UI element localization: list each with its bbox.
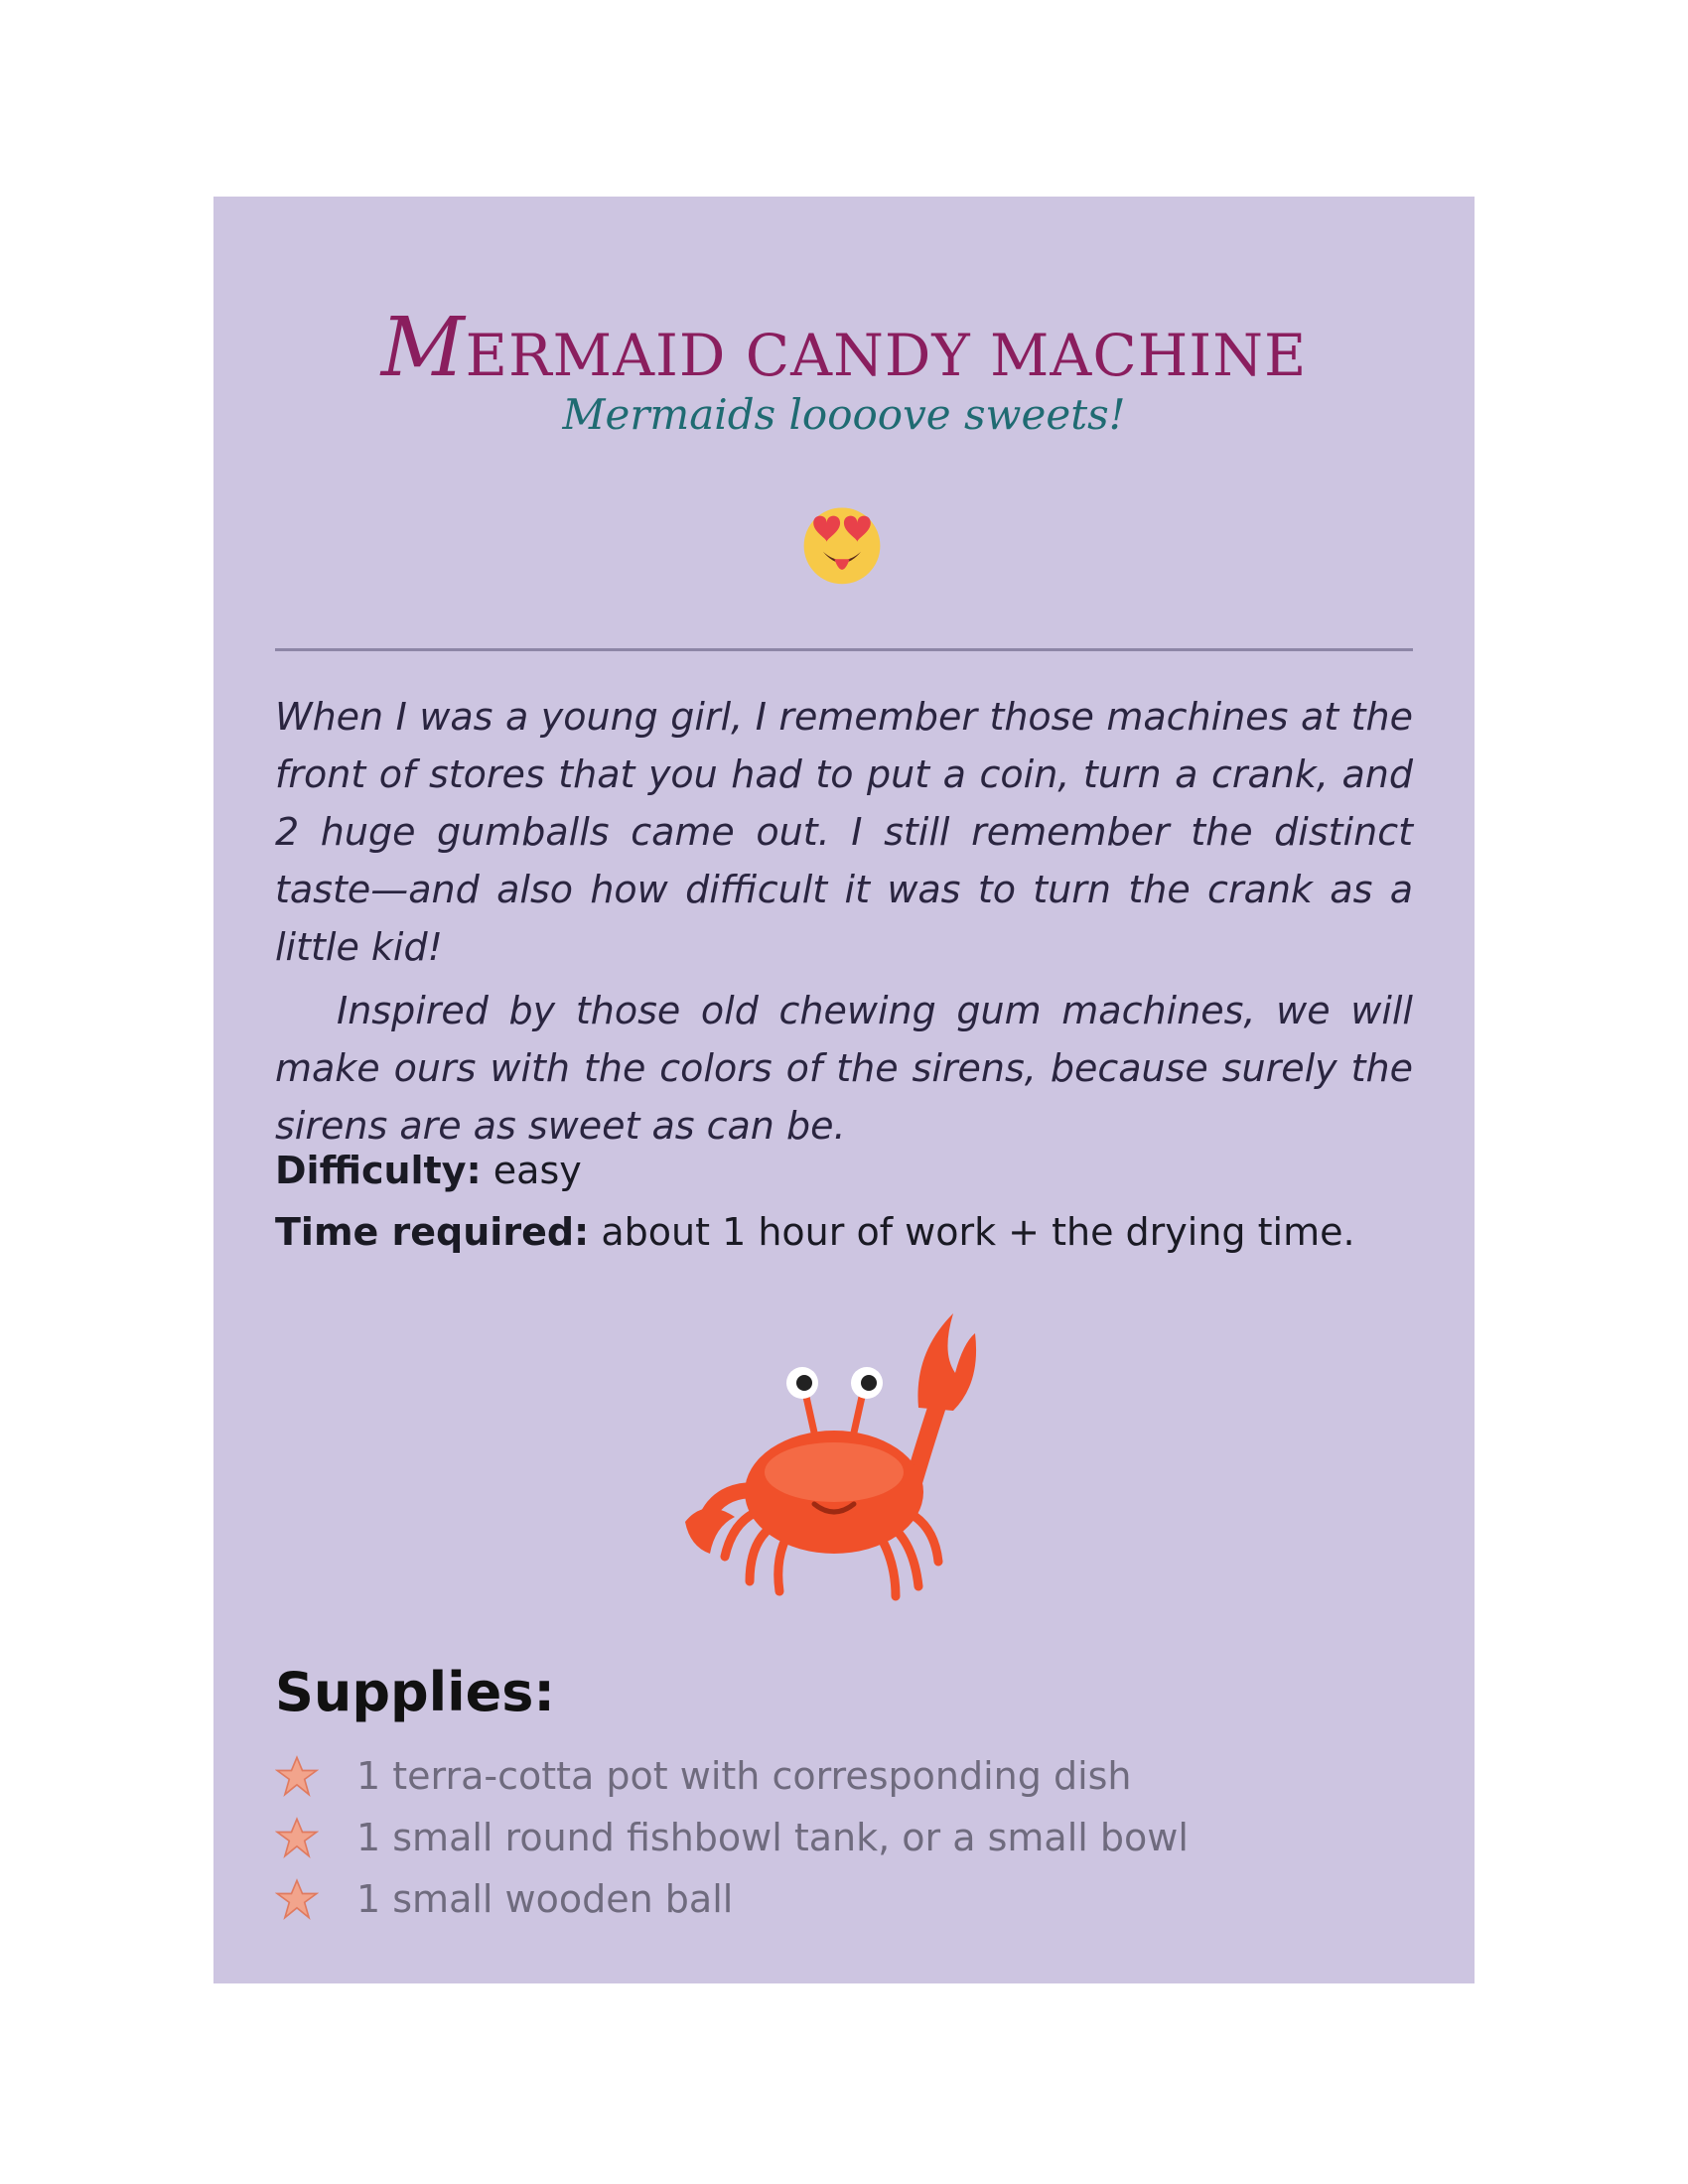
difficulty-value: easy bbox=[492, 1149, 582, 1192]
list-item bbox=[275, 1807, 1189, 1868]
title-initial: M bbox=[380, 301, 466, 395]
starfish-icon bbox=[275, 1877, 319, 1921]
page-title bbox=[213, 301, 1475, 395]
title-rest: ERMAID CANDY MACHINE bbox=[465, 322, 1308, 389]
supply-item-text: 1 small wooden ball bbox=[356, 1877, 734, 1921]
difficulty-label: Difficulty: bbox=[275, 1149, 482, 1192]
supplies-heading: Supplies: bbox=[275, 1661, 556, 1723]
time-row bbox=[275, 1201, 1355, 1263]
supply-item-text: 1 terra-cotta pot with corresponding dish bbox=[356, 1754, 1132, 1798]
time-label: Time required: bbox=[275, 1210, 590, 1254]
section-divider bbox=[275, 648, 1413, 651]
intro-text bbox=[275, 688, 1413, 1160]
starfish-icon bbox=[275, 1816, 319, 1859]
intro-paragraph-1: When I was a young girl, I remember those machines at the front of stores that you had to put a coin, turn a crank, and 2 huge gumballs came out. I still remember the distinct taste—and also how difficult it was to turn the crank as a little kid! bbox=[275, 695, 1413, 969]
recipe-card bbox=[213, 197, 1475, 1983]
crab-icon bbox=[665, 1294, 1033, 1611]
difficulty-row bbox=[275, 1140, 1355, 1201]
list-item bbox=[275, 1745, 1189, 1807]
time-value: about 1 hour of work + the drying time. bbox=[601, 1210, 1355, 1254]
supplies-list bbox=[275, 1745, 1189, 1930]
page-subtitle: Mermaids loooove sweets! bbox=[562, 390, 1126, 439]
starfish-icon bbox=[275, 1754, 319, 1798]
list-item bbox=[275, 1868, 1189, 1930]
heart-eyes-tongue-emoji-icon bbox=[794, 494, 890, 590]
supply-item-text: 1 small round fishbowl tank, or a small bowl bbox=[356, 1816, 1189, 1859]
intro-paragraph-2: Inspired by those old chewing gum machines, we will make ours with the colors of the sirens, because surely the sirens are as sweet as can be. bbox=[275, 989, 1413, 1148]
recipe-meta bbox=[275, 1140, 1355, 1263]
